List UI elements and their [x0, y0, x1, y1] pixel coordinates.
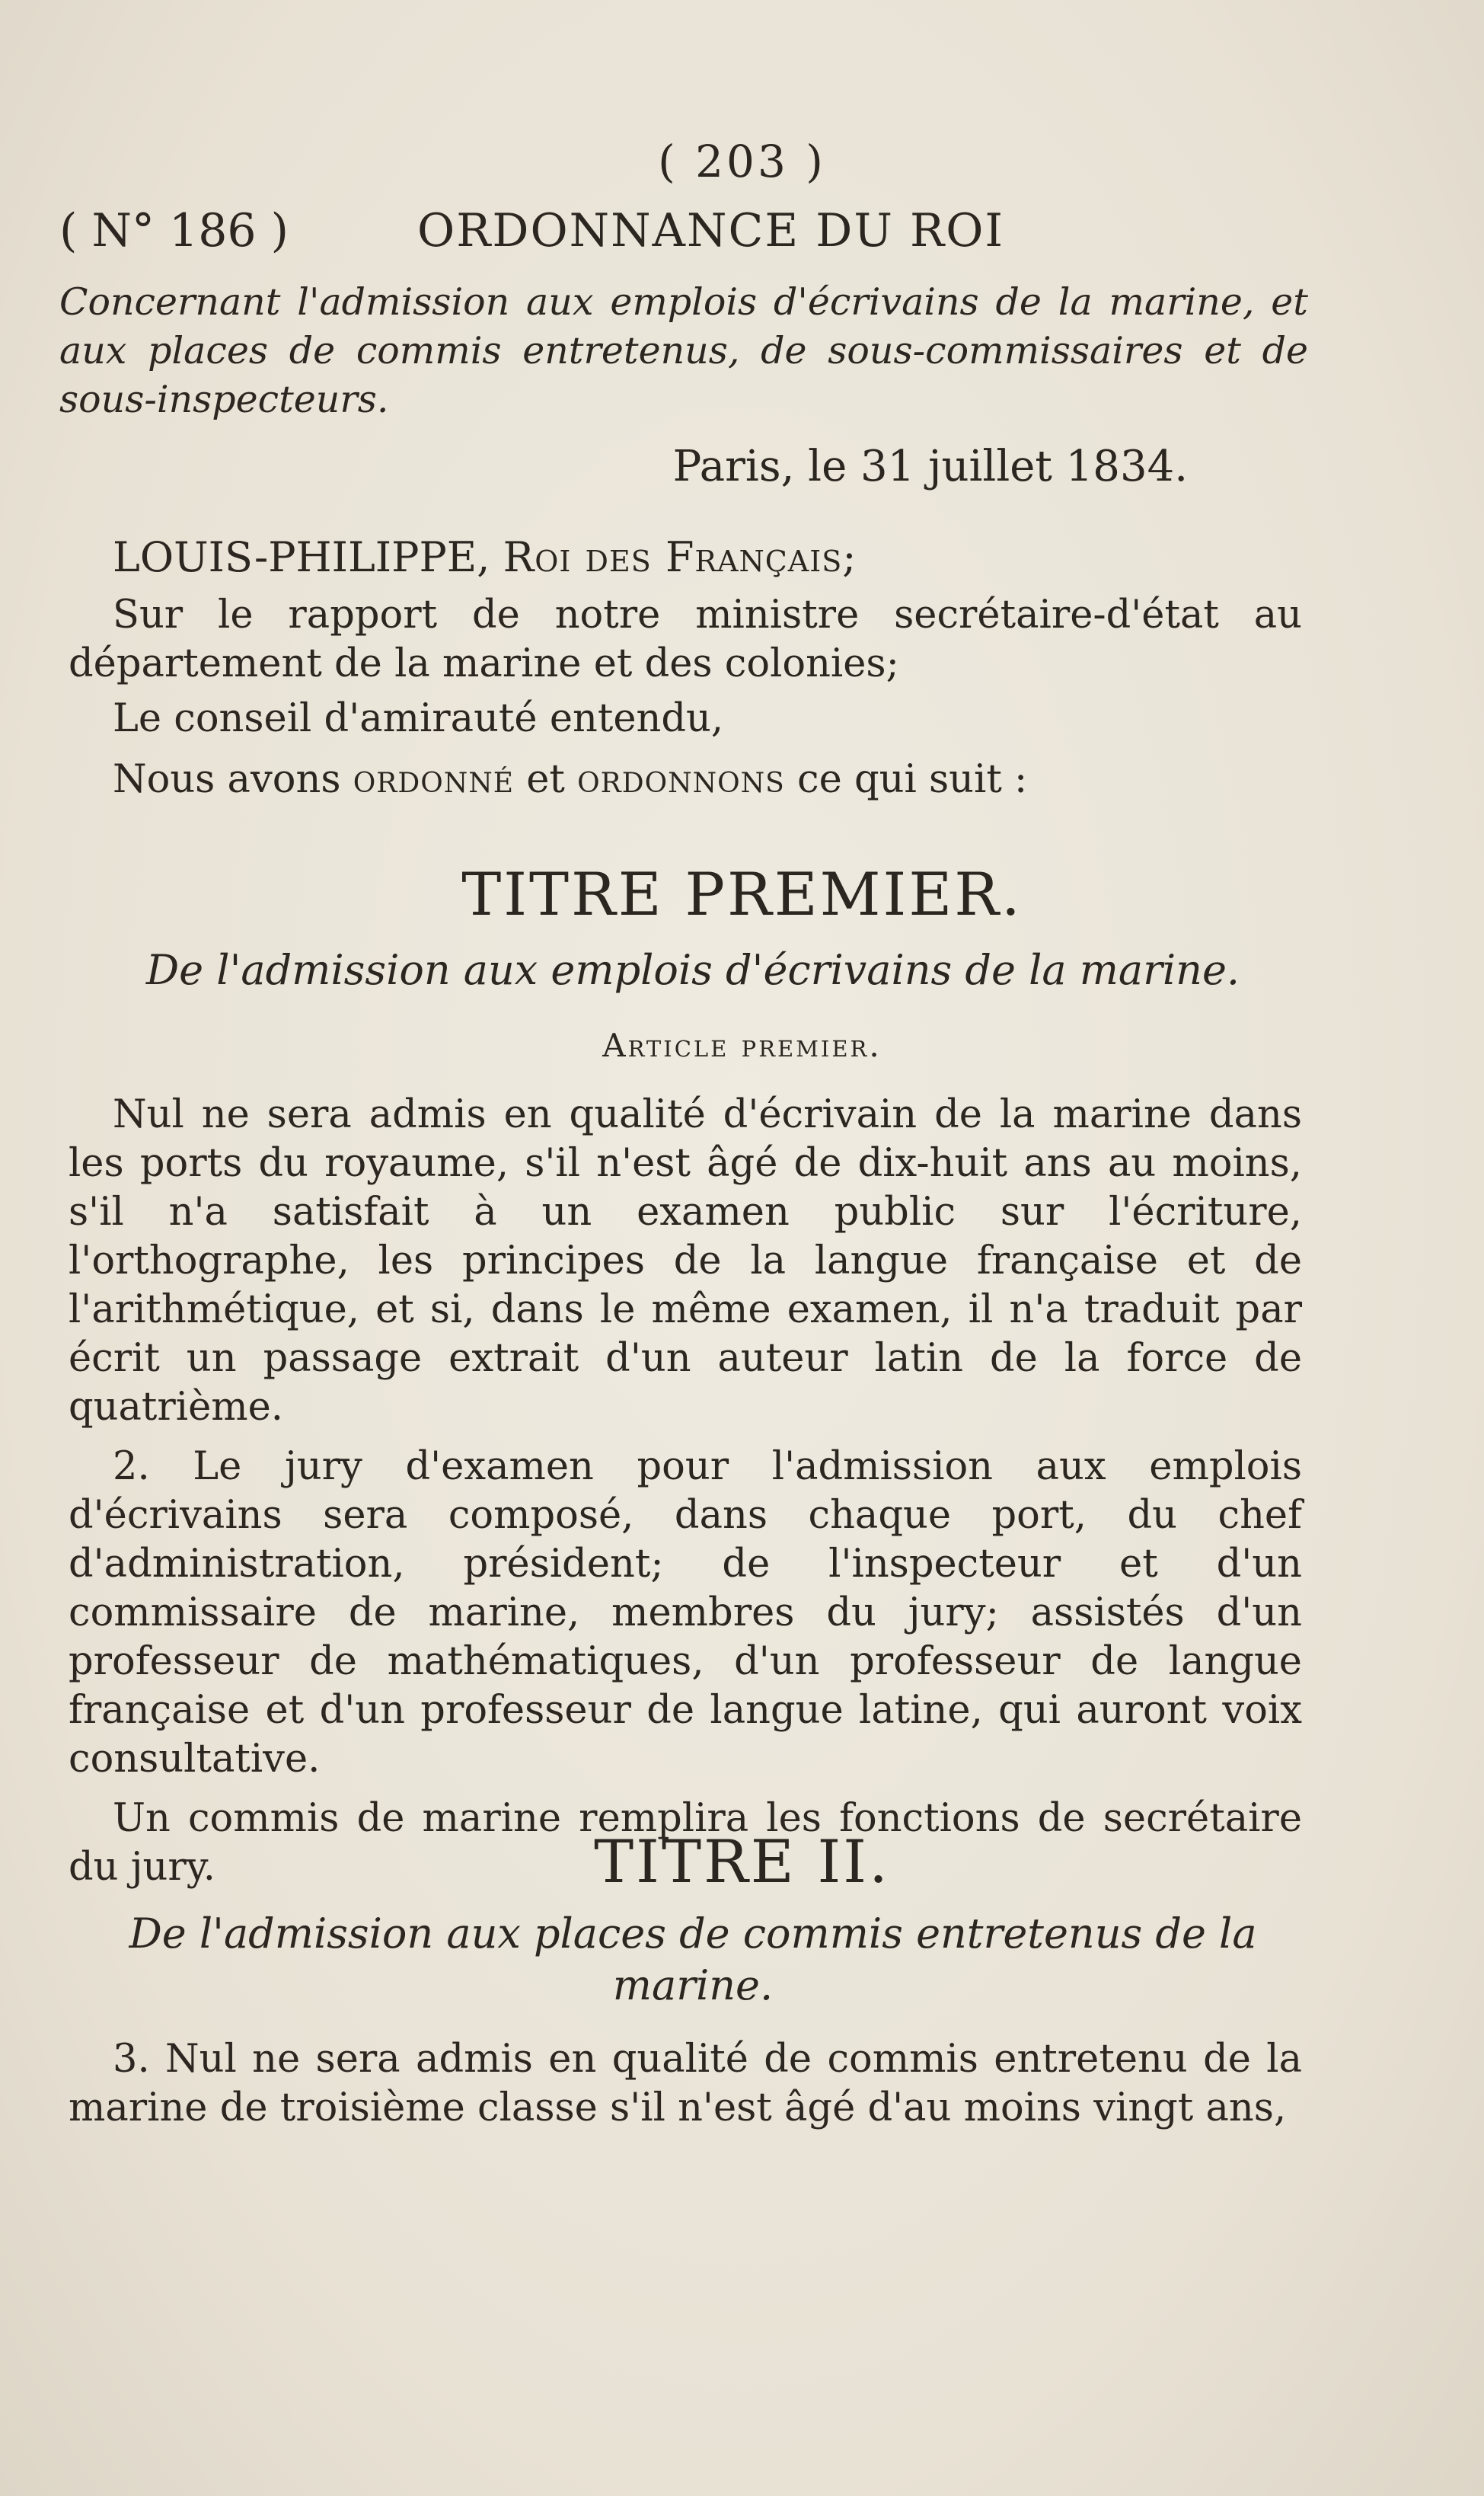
king-name: LOUIS-PHILIPPE, [113, 533, 490, 581]
king-title: Roi des Français; [503, 533, 857, 581]
report-paragraph: Sur le rapport de notre ministre secrétaire-d'état au département de la marine et des colonies; [69, 593, 1302, 686]
king-line [69, 533, 1302, 582]
ordinance-number: ( N° 186 ) [59, 204, 289, 257]
article-2-text: 2. Le jury d'examen pour l'admission aux emplois d'écrivains sera composé, dans chaque port, du chef d'administration, président; de l'inspecteur et d'un commissaire de marine, membres du jury; assistés d'un professeur de mathématiques, d'un professeur de langue française et d'un professeur de langue latine, qui auront voix consultative. [69, 1444, 1302, 1782]
preamble [69, 533, 1302, 804]
article-1-heading: Article premier. [602, 1027, 882, 1064]
ordinance-subject: Concernant l'admission aux emplois d'écrivains de la marine, et aux places de commis entretenus, de sous-commissaires et de sous-inspecteurs. [59, 280, 1308, 421]
titre-1-subtitle: De l'admission aux emplois d'écrivains de la marine. [145, 946, 1240, 994]
order-text-5: ce qui suit : [797, 757, 1028, 802]
titre-1-heading: TITRE PREMIER. [461, 861, 1023, 929]
titre-2-subtitle: De l'admission aux places de commis entretenus de la marine. [129, 1910, 1257, 2009]
order-text-1: Nous avons [113, 757, 341, 802]
ordinance-title: ORDONNANCE DU ROI [417, 204, 1005, 257]
order-text-4: ordonnons [577, 757, 785, 802]
council-paragraph: Le conseil d'amirauté entendu, [113, 696, 724, 741]
ordinance-header [59, 204, 1354, 257]
order-paragraph [69, 756, 1302, 804]
article-2-secretary: Un commis de marine remplira les fonctions de secrétaire du jury. [69, 1796, 1302, 1890]
titre-2-articles [69, 2035, 1302, 2133]
page-number: ( 203 ) [658, 136, 826, 187]
order-text-2: ordonné [353, 757, 515, 802]
article-3-text: 3. Nul ne sera admis en qualité de commis entretenu de la marine de troisième classe s'il n'est âgé d'au moins vingt ans, [69, 2037, 1302, 2130]
titre-2-heading: TITRE II. [594, 1828, 890, 1897]
article-1-text: Nul ne sera admis en qualité d'écrivain de la marine dans les ports du royaume, s'il n'est âgé de dix-huit ans au moins, s'il n'a satisfait à un examen public sur l'écriture, l'orthographe, les principes de la langue française et de l'arithmétique, et si, dans le même examen, il n'a traduit par écrit un passage extrait d'un auteur latin de la force de quatrième. [69, 1092, 1302, 1430]
titre-1-articles [69, 1091, 1302, 1892]
order-text-3: et [526, 757, 565, 802]
ordinance-date: Paris, le 31 juillet 1834. [672, 442, 1188, 491]
